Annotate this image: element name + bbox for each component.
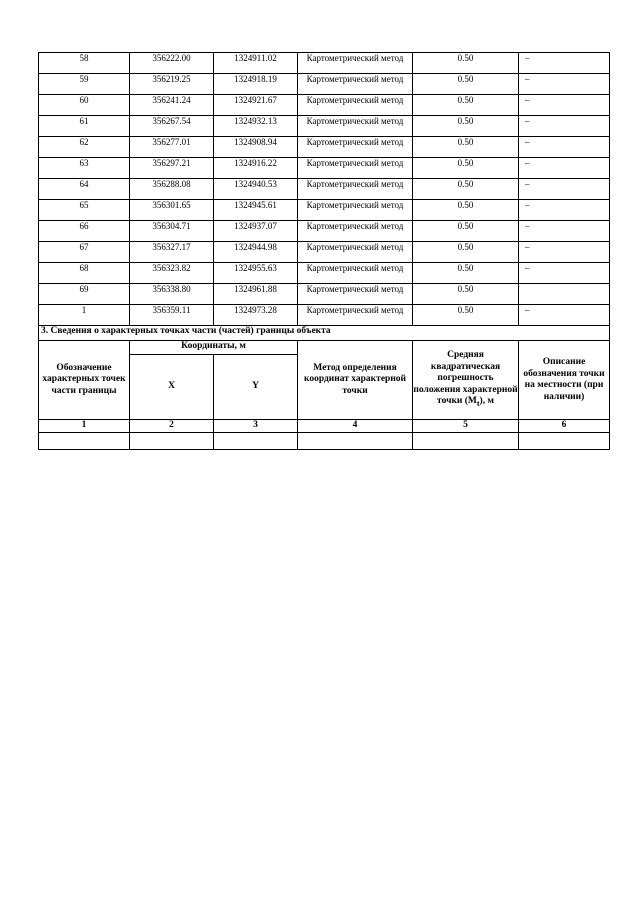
point-number: 62 xyxy=(39,137,130,158)
header-error xyxy=(413,341,519,420)
header-y: Y xyxy=(214,354,298,419)
error-value: 0.50 xyxy=(413,74,519,95)
method: Картометрический метод xyxy=(298,53,413,74)
coord-y: 1324973.28 xyxy=(214,305,298,326)
point-description: – xyxy=(519,95,610,116)
coord-x: 356323.82 xyxy=(130,263,214,284)
method: Картометрический метод xyxy=(298,137,413,158)
point-number: 66 xyxy=(39,221,130,242)
method: Картометрический метод xyxy=(298,116,413,137)
error-value: 0.50 xyxy=(413,53,519,74)
col-number: 6 xyxy=(519,420,610,433)
header-method: Метод определения координат характерной точки xyxy=(298,341,413,420)
table-row xyxy=(39,179,610,200)
error-value: 0.50 xyxy=(413,95,519,116)
error-value: 0.50 xyxy=(413,200,519,221)
header-error-tail: ), м xyxy=(479,396,494,407)
empty-cell xyxy=(298,433,413,450)
point-number: 59 xyxy=(39,74,130,95)
table-row xyxy=(39,242,610,263)
table-row xyxy=(39,200,610,221)
coord-x: 356222.00 xyxy=(130,53,214,74)
col-number: 1 xyxy=(39,420,130,433)
point-number: 68 xyxy=(39,263,130,284)
column-numbers-row xyxy=(39,420,610,433)
coord-x: 356277.01 xyxy=(130,137,214,158)
coord-y: 1324911.02 xyxy=(214,53,298,74)
point-number: 64 xyxy=(39,179,130,200)
coord-y: 1324932.13 xyxy=(214,116,298,137)
method: Картометрический метод xyxy=(298,242,413,263)
header-coordinates: Координаты, м xyxy=(130,341,298,355)
coord-y: 1324908.94 xyxy=(214,137,298,158)
method: Картометрический метод xyxy=(298,284,413,305)
empty-cell xyxy=(413,433,519,450)
coord-x: 356267.54 xyxy=(130,116,214,137)
coord-y: 1324916.22 xyxy=(214,158,298,179)
point-description: – xyxy=(519,53,610,74)
method: Картометрический метод xyxy=(298,158,413,179)
error-value: 0.50 xyxy=(413,284,519,305)
point-description: – xyxy=(519,263,610,284)
coord-y: 1324921.67 xyxy=(214,95,298,116)
coord-x: 356304.71 xyxy=(130,221,214,242)
coord-y: 1324955.63 xyxy=(214,263,298,284)
table-row xyxy=(39,74,610,95)
coord-x: 356288.08 xyxy=(130,179,214,200)
coord-x: 356327.17 xyxy=(130,242,214,263)
empty-row xyxy=(39,433,610,450)
header-description: Описание обозначения точки на местности (при наличии) xyxy=(519,341,610,420)
error-value: 0.50 xyxy=(413,242,519,263)
point-description: – xyxy=(519,116,610,137)
method: Картометрический метод xyxy=(298,74,413,95)
table-row xyxy=(39,53,610,74)
table-row xyxy=(39,221,610,242)
point-number: 58 xyxy=(39,53,130,74)
point-number: 61 xyxy=(39,116,130,137)
point-description: – xyxy=(519,74,610,95)
table-row xyxy=(39,305,610,326)
table-row xyxy=(39,284,610,305)
col-number: 5 xyxy=(413,420,519,433)
empty-cell xyxy=(519,433,610,450)
error-value: 0.50 xyxy=(413,221,519,242)
coord-x: 356219.25 xyxy=(130,74,214,95)
header-designation: Обозначение характерных точек части границы xyxy=(39,341,130,420)
points-rows xyxy=(39,53,610,326)
header-error-sub: t xyxy=(476,399,480,409)
coord-x: 356338.80 xyxy=(130,284,214,305)
empty-cell xyxy=(39,433,130,450)
coord-y: 1324945.61 xyxy=(214,200,298,221)
header-x: X xyxy=(130,354,214,419)
point-description xyxy=(519,284,610,305)
col-number: 4 xyxy=(298,420,413,433)
point-description: – xyxy=(519,305,610,326)
empty-cell xyxy=(130,433,214,450)
coord-y: 1324944.98 xyxy=(214,242,298,263)
coord-y: 1324940.53 xyxy=(214,179,298,200)
point-description: – xyxy=(519,158,610,179)
error-value: 0.50 xyxy=(413,263,519,284)
point-number: 65 xyxy=(39,200,130,221)
coord-x: 356359.11 xyxy=(130,305,214,326)
method: Картометрический метод xyxy=(298,263,413,284)
table-row xyxy=(39,137,610,158)
point-number: 69 xyxy=(39,284,130,305)
table-row xyxy=(39,263,610,284)
coord-x: 356241.24 xyxy=(130,95,214,116)
error-value: 0.50 xyxy=(413,179,519,200)
point-description: – xyxy=(519,221,610,242)
col-number: 2 xyxy=(130,420,214,433)
method: Картометрический метод xyxy=(298,200,413,221)
error-value: 0.50 xyxy=(413,116,519,137)
point-description: – xyxy=(519,242,610,263)
table-row xyxy=(39,116,610,137)
coord-x: 356297.21 xyxy=(130,158,214,179)
coord-y: 1324961.88 xyxy=(214,284,298,305)
method: Картометрический метод xyxy=(298,95,413,116)
point-number: 60 xyxy=(39,95,130,116)
error-value: 0.50 xyxy=(413,158,519,179)
table-row xyxy=(39,95,610,116)
coord-x: 356301.65 xyxy=(130,200,214,221)
method: Картометрический метод xyxy=(298,179,413,200)
section-3-title: 3. Сведения о характерных точках части (частей) границы объекта xyxy=(39,326,610,341)
point-number: 1 xyxy=(39,305,130,326)
empty-cell xyxy=(214,433,298,450)
header-error-text: Средняя квадратическая погрешность положения характерной точки (M xyxy=(413,350,518,407)
error-value: 0.50 xyxy=(413,305,519,326)
coord-y: 1324918.19 xyxy=(214,74,298,95)
method: Картометрический метод xyxy=(298,305,413,326)
boundary-points-table xyxy=(38,52,610,450)
point-number: 67 xyxy=(39,242,130,263)
point-number: 63 xyxy=(39,158,130,179)
coord-y: 1324937.07 xyxy=(214,221,298,242)
point-description: – xyxy=(519,179,610,200)
method: Картометрический метод xyxy=(298,221,413,242)
error-value: 0.50 xyxy=(413,137,519,158)
point-description: – xyxy=(519,200,610,221)
point-description: – xyxy=(519,137,610,158)
table-row xyxy=(39,158,610,179)
col-number: 3 xyxy=(214,420,298,433)
document-page xyxy=(38,52,609,450)
